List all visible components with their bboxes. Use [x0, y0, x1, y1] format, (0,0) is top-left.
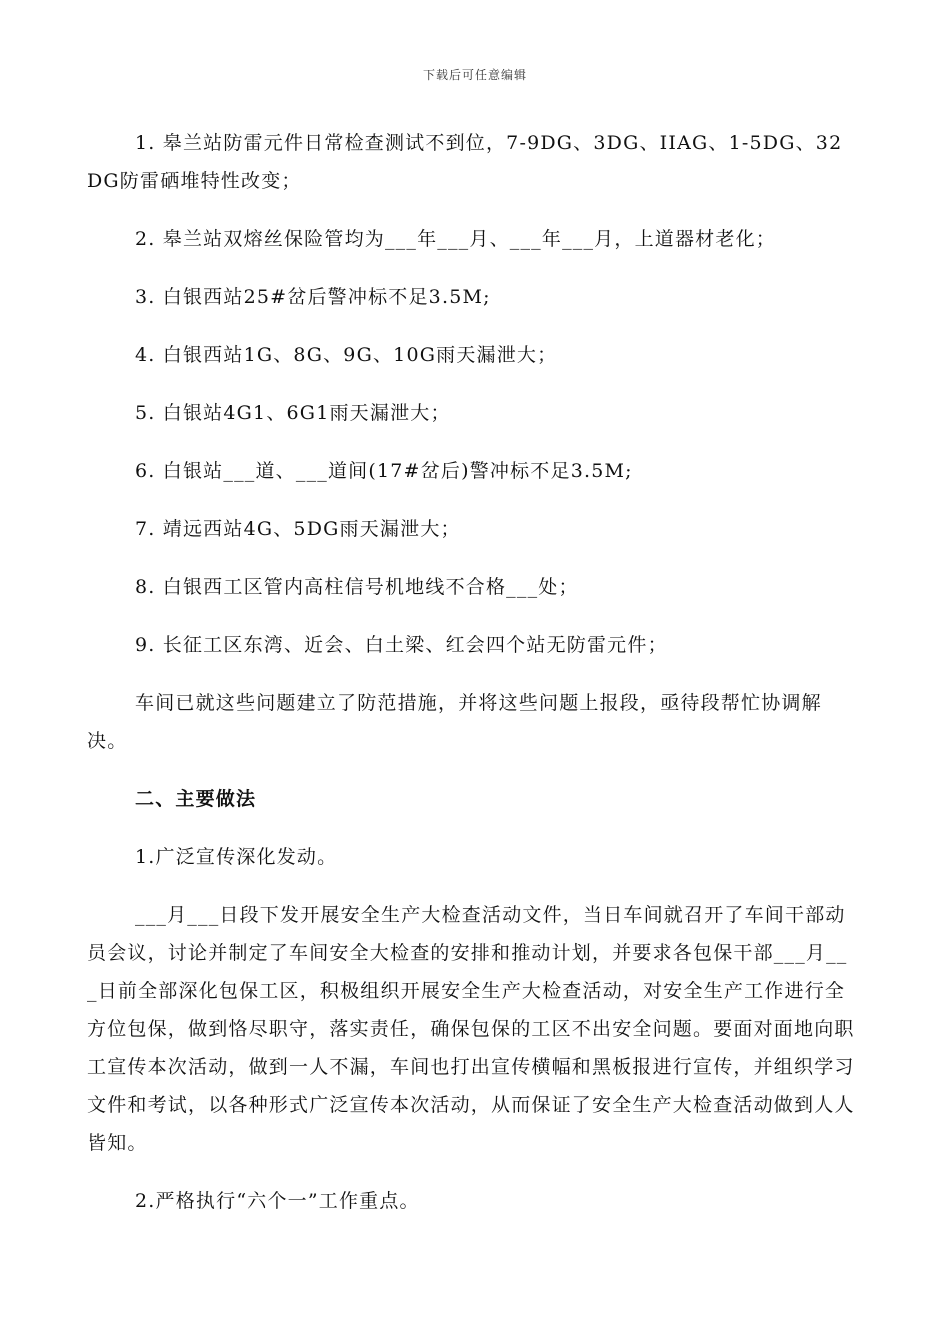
section-heading: 二、主要做法 — [135, 788, 257, 810]
list-item: 8. 白银西工区管内高柱信号机地线不合格___处； — [135, 576, 579, 598]
subsection-body-1: ___月___日段下发开展安全生产大检查活动文件，当日车间就召开了车间干部动员会议，讨论并制定了车间安全大检查的安排和推动计划，并要求各包保干部___月___日前全部深化包保工区，积极组织开展安全生产大检查活动，对安全生产工作进行全方位包保，做到恪尽职守，落实责任，确保包保的工区不出安全问题。要面对面地向职工宣传本次活动，做到一人不漏，车间也打出宣传横幅和黑板报进行宣传，并组织学习文件和考试，以各种形式广泛宣传本次活动，从而保证了安全生产大检查活动做到人人皆知。 — [87, 904, 855, 1154]
list-item: 5. 白银站4G1、6G1雨天漏泄大； — [135, 402, 451, 424]
list-item: 2. 皋兰站双熔丝保险管均为___年___月、___年___月，上道器材老化； — [135, 228, 776, 250]
list-item: 1. 皋兰站防雷元件日常检查测试不到位，7-9DG、3DG、IIAG、1-5DG、32DG防雷硒堆特性改变； — [87, 132, 843, 192]
list-item: 6. 白银站___道、___道间(17#岔后)警冲标不足3.5M; — [135, 460, 633, 482]
list-item: 9. 长征工区东湾、近会、白土梁、红会四个站无防雷元件； — [135, 634, 668, 656]
list-item: 3. 白银西站25#岔后警冲标不足3.5M; — [135, 286, 491, 308]
summary-paragraph: 车间已就这些问题建立了防范措施，并将这些问题上报段，亟待段帮忙协调解决。 — [87, 692, 822, 752]
subsection-title-1: 1.广泛宣传深化发动。 — [135, 846, 338, 868]
list-item: 4. 白银西站1G、8G、9G、10G雨天漏泄大； — [135, 344, 558, 366]
list-item: 7. 靖远西站4G、5DG雨天漏泄大； — [135, 518, 461, 540]
subsection-title-2: 2.严格执行“六个一”工作重点。 — [135, 1190, 420, 1212]
page-header: 下载后可任意编辑 — [422, 68, 527, 82]
document-body — [87, 124, 857, 1220]
